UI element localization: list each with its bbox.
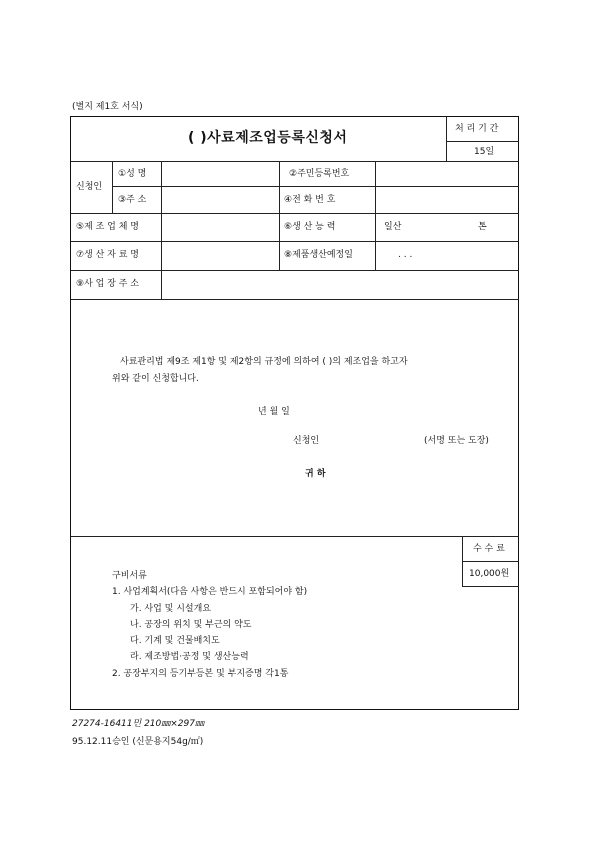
resident-no-field[interactable] [376, 162, 518, 186]
site-address-field[interactable] [162, 271, 518, 298]
divider [71, 536, 519, 537]
name-field[interactable] [162, 162, 278, 186]
document-item: 1. 사업계획서(다음 사항은 반드시 포함되어야 함) [112, 587, 308, 597]
production-date-label: ⑧제품생산예정일 [284, 250, 353, 260]
processing-value: 15일 [474, 147, 495, 157]
divider [446, 141, 519, 142]
phone-field[interactable] [376, 187, 518, 212]
feed-name-field[interactable] [162, 242, 278, 269]
site-address-label: ⑨사 업 장 주 소 [76, 279, 139, 289]
applicant-label: 신청인 [76, 182, 103, 192]
divider [462, 561, 519, 562]
production-date-field[interactable]: . . . [398, 250, 413, 260]
declaration-line-1: 사료관리법 제9조 제1항 및 제2항의 규정에 의하여 ( )의 제조업을 하고자 [120, 357, 408, 367]
capacity-day-label: 일산 [384, 222, 402, 232]
divider [462, 536, 463, 586]
document-item: 다. 기계 및 건물배치도 [130, 636, 220, 646]
divider [462, 586, 519, 587]
phone-label: ④전 화 번 호 [284, 195, 336, 205]
addressee: 귀 하 [305, 469, 326, 479]
fee-label: 수 수 료 [473, 544, 505, 554]
maker-label: ⑤제 조 업 체 명 [76, 222, 139, 232]
document-item: 라. 제조방법·공정 및 생산능력 [130, 652, 249, 662]
document-item: 2. 공장부지의 등기부등본 및 부지증명 각1통 [112, 669, 289, 679]
document-item: 가. 사업 및 시설개요 [130, 604, 211, 614]
divider [279, 161, 280, 270]
fee-value: 10,000원 [469, 569, 510, 579]
feed-name-label: ⑦생 산 자 료 명 [76, 250, 139, 260]
processing-label: 처 리 기 간 [455, 124, 499, 134]
divider [112, 161, 113, 213]
footer-line-2: 95.12.11승인 (신문용지54g/㎡) [72, 737, 204, 747]
name-label: ①성 명 [118, 169, 147, 179]
document-item: 나. 공장의 위치 및 부근의 약도 [130, 620, 252, 630]
maker-field[interactable] [162, 214, 278, 240]
divider [446, 116, 447, 161]
date-line: 년 월 일 [258, 407, 290, 417]
divider [71, 241, 519, 242]
capacity-ton-label: 톤 [478, 222, 487, 232]
divider [71, 299, 519, 300]
form-label: (별지 제1호 서식) [72, 102, 143, 112]
capacity-label: ⑥생 산 능 력 [284, 222, 336, 232]
declaration-line-2: 위와 같이 신청합니다. [112, 374, 199, 384]
address-field[interactable] [162, 187, 278, 212]
resident-no-label: ②주민등록번호 [289, 169, 350, 179]
documents-heading: 구비서류 [112, 571, 147, 581]
capacity-field[interactable] [404, 214, 474, 240]
address-label: ③주 소 [118, 195, 147, 205]
footer-line-1: 27274-16411민 210㎜×297㎜ [72, 719, 204, 729]
page-title: ( )사료제조업등록신청서 [188, 130, 348, 146]
sign-label: (서명 또는 도장) [424, 436, 489, 446]
signer-label: 신청인 [293, 436, 320, 446]
